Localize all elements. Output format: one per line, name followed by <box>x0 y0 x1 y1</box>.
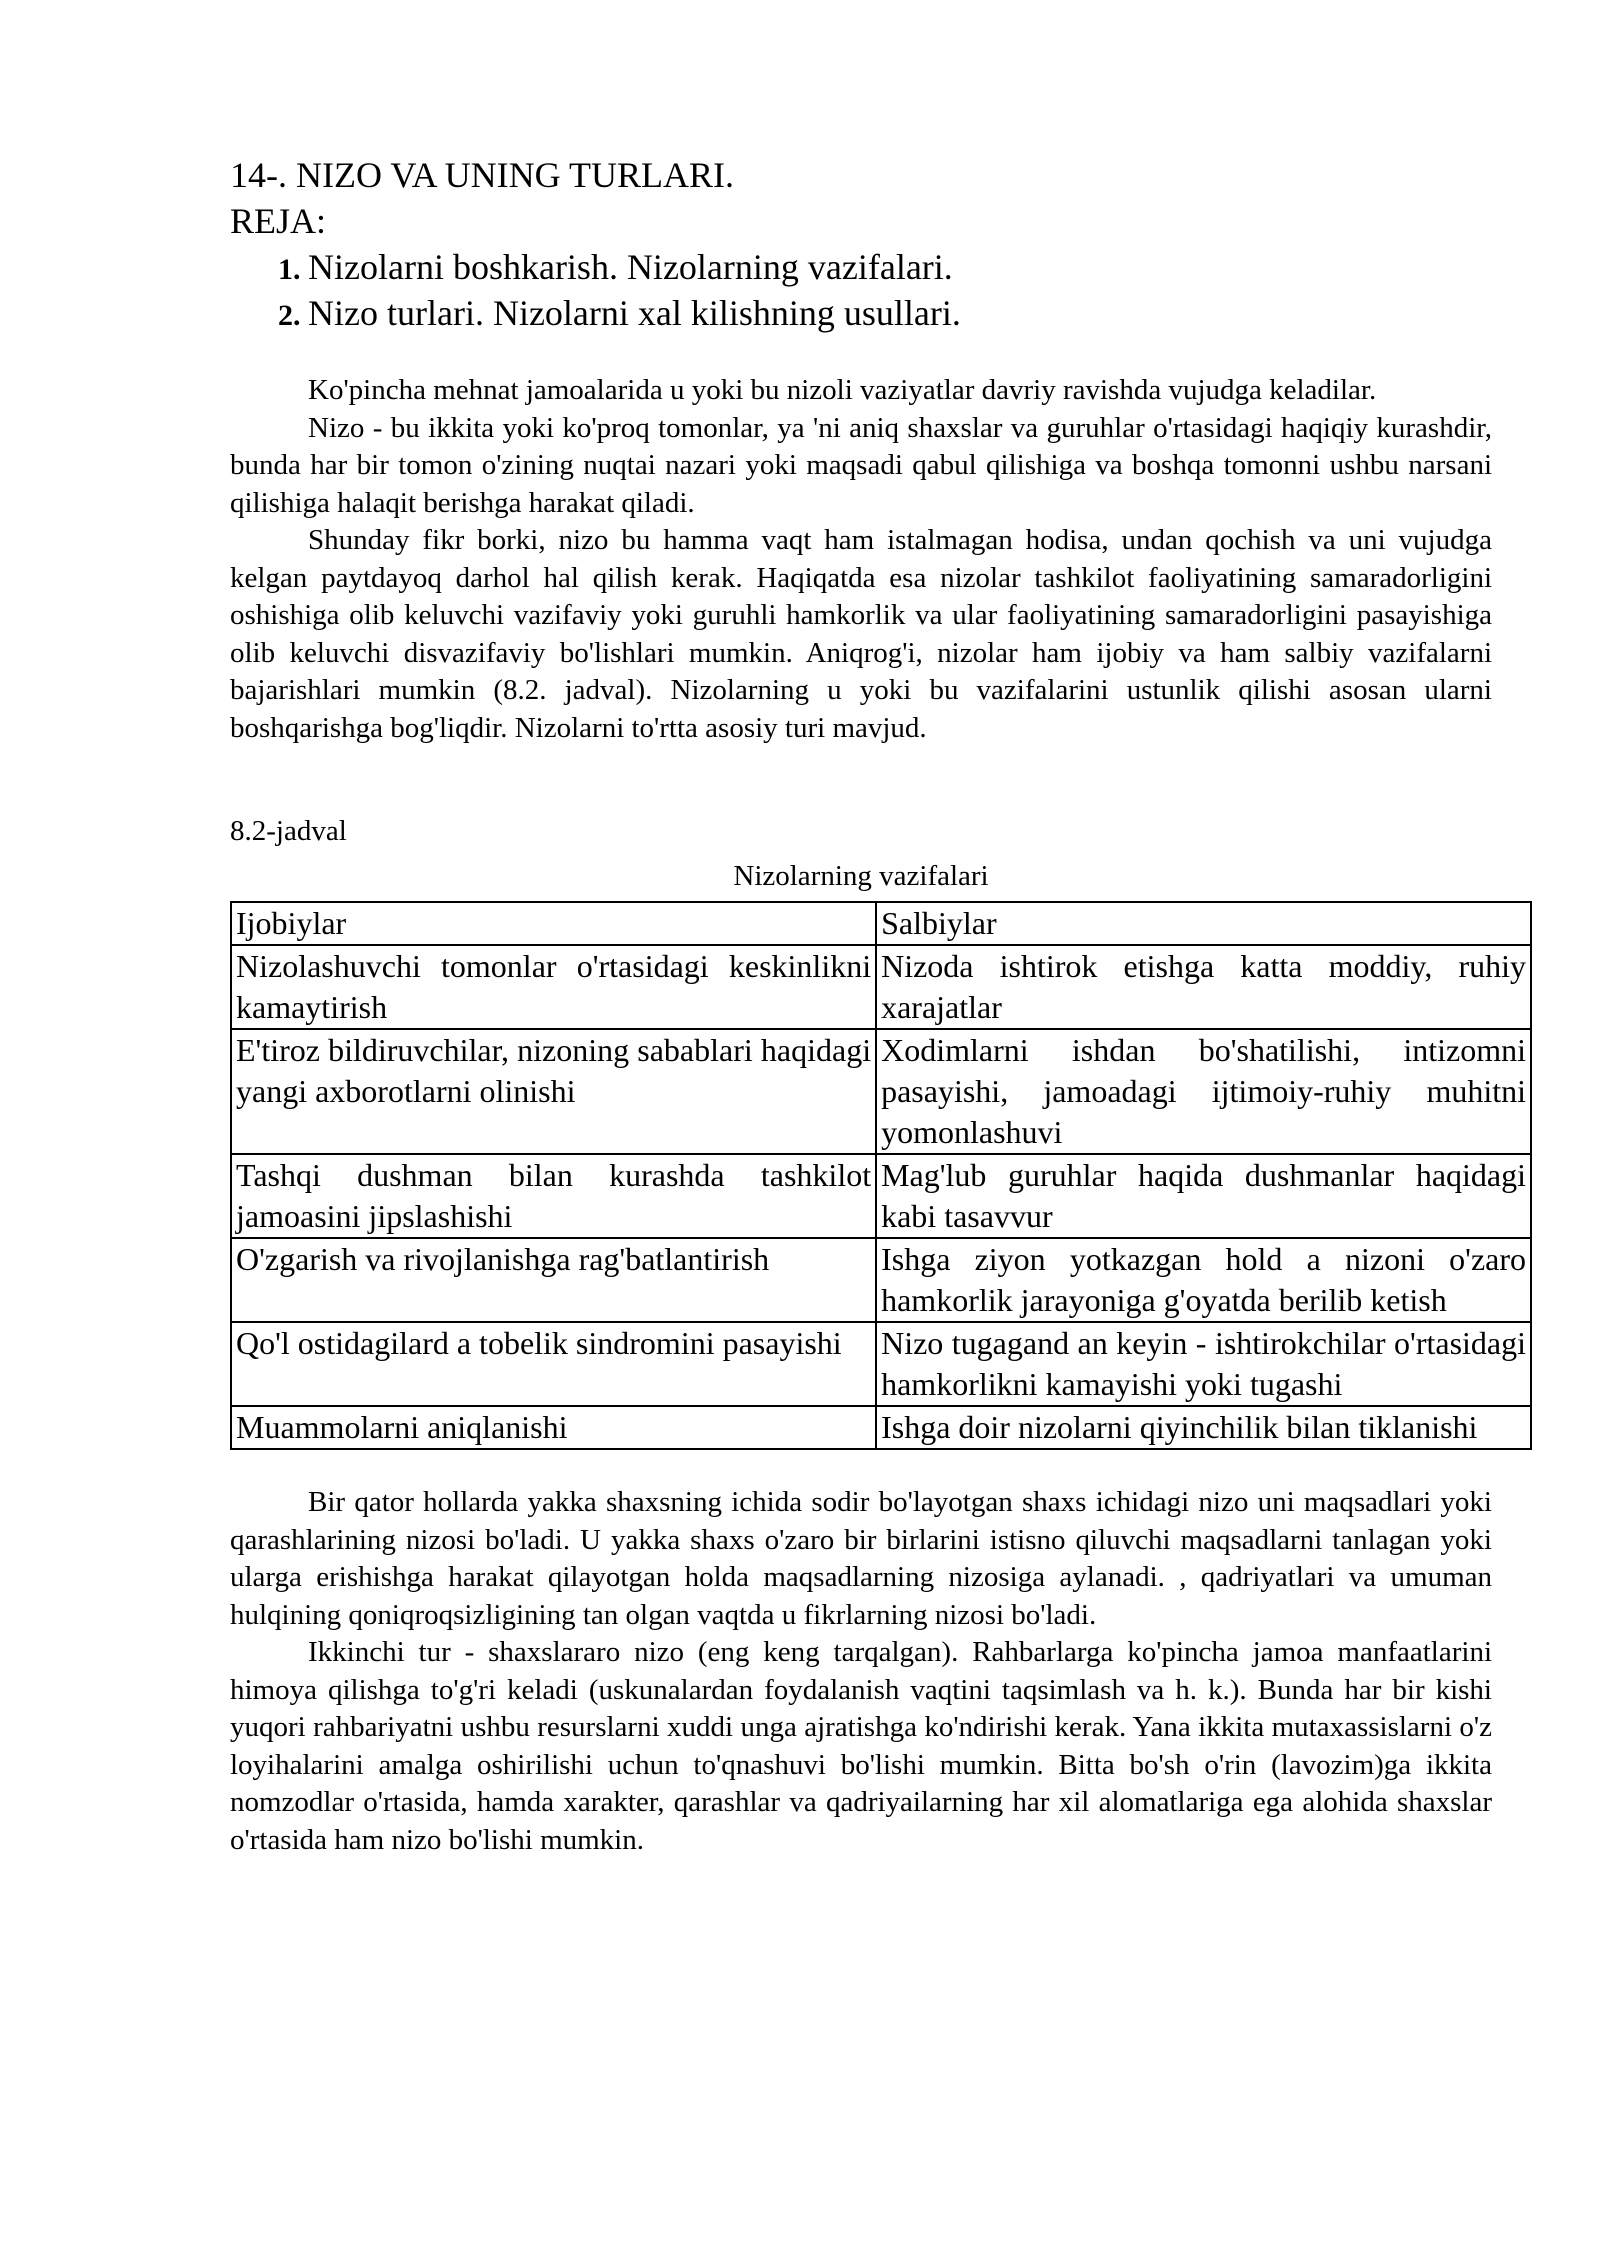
table-cell: Nizolashuvchi tomonlar o'rtasidagi keskinlikni kamaytirish <box>231 945 876 1029</box>
paragraph: Ko'pincha mehnat jamoalarida u yoki bu nizoli vaziyatlar davriy ravishda vujudga keladilar. <box>308 374 1377 406</box>
table-header-cell: Salbiylar <box>876 902 1531 945</box>
functions-table <box>230 901 1532 1450</box>
table-cell: Tashqi dushman bilan kurashda tashkilot jamoasini jipslashishi <box>231 1154 876 1238</box>
table-cell: O'zgarish va rivojlanishga rag'batlantirish <box>231 1238 876 1322</box>
paragraph: Ikkinchi tur - shaxslararo nizo (eng keng tarqalgan). Rahbarlarga ko'pincha jamoa manfaatlarini himoya qilishga to'g'ri keladi (uskunalardan foydalanish vaqtini taqsimlash va h. k.). Bunda har bir kishi yuqori rahbariyatni ushbu resurslarni xuddi unga ajratishga ko'ndirishi kerak. Yana ikkita mutaxassislarni o'z loyihalarini amalga oshirilishi uchun to'qnashuvi bo'lishi mumkin. Bitta bo'sh o'rin (lavozim)ga ikkita nomzodlar o'rtasida, hamda xarakter, qarashlar va qadriyailarning har xil alomatlariga ega alohida shaxslar o'rtasida ham nizo bo'lishi mumkin. <box>230 1636 1492 1856</box>
paragraph: Shunday fikr borki, nizo bu hamma vaqt ham istalmagan hodisa, undan qochish va uni vujudga kelgan paytdayoq darhol hal qilish kerak. Haqiqatda esa nizolar tashkilot faoliyatining samaradorligini oshishiga olib keluvchi vazifaviy yoki guruhli hamkorlik va ular faoliyatining samaradorligini pasayishiga olib keluvchi disvazifaviy bo'lishlari mumkin. Aniqrog'i, nizolar ham ijobiy va ham salbiy vazifalarni bajarishlari mumkin (8.2. jadval). Nizolarning u yoki bu vazifalarini ustunlik qilishi asosan ularni boshqarishga bog'liqdir. Nizolarni to'rtta asosiy turi mavjud. <box>230 524 1492 744</box>
table-row <box>231 1154 1531 1238</box>
table-header-row <box>231 902 1531 945</box>
table-caption-title: Nizolarning vazifalari <box>733 860 989 892</box>
table-cell: Mag'lub guruhlar haqida dushmanlar haqidagi kabi tasavvur <box>876 1154 1531 1238</box>
plan-item: 1. Nizolarni boshkarish. Nizolarning vazifalari. <box>308 244 1492 290</box>
page-title: 14-. NIZO VA UNING TURLARI. <box>230 155 734 195</box>
paragraph: Nizo - bu ikkita yoki ko'proq tomonlar, ya 'ni aniq shaxslar va guruhlar o'rtasidagi haqiqiy kurashdir, bunda har bir tomon o'zining nuqtai nazari yoki maqsadi qabul qilishiga va boshqa tomonni ushbu narsani qilishiga halaqit berishga harakat qiladi. <box>230 411 1492 519</box>
table-cell: Xodimlarni ishdan bo'shatilishi, intizomni pasayishi, jamoadagi ijtimoiy-ruhiy muhitni yomonlashuvi <box>876 1029 1531 1154</box>
table-cell: Qo'l ostidagilard a tobelik sindromini pasayishi <box>231 1322 876 1406</box>
table-header-cell: Ijobiylar <box>231 902 876 945</box>
plan-label: REJA: <box>230 201 327 241</box>
table-cell: Nizo tugagand an keyin - ishtirokchilar o'rtasidagi hamkorlikni kamayishi yoki tugashi <box>876 1322 1531 1406</box>
document-body <box>230 152 1526 1859</box>
table-caption-id: 8.2-jadval <box>230 815 347 847</box>
table-cell: Ishga doir nizolarni qiyinchilik bilan tiklanishi <box>876 1406 1531 1449</box>
plan-item: 2. Nizo turlari. Nizolarni xal kilishning usullari. <box>308 290 1492 336</box>
plan-list <box>230 244 1492 336</box>
table-cell: Muammolarni aniqlanishi <box>231 1406 876 1449</box>
table-row <box>231 1406 1531 1449</box>
table-row <box>231 945 1531 1029</box>
table-row <box>231 1029 1531 1154</box>
table-row <box>231 1322 1531 1406</box>
table-cell: Ishga ziyon yotkazgan hold a nizoni o'zaro hamkorlik jarayoniga g'oyatda berilib ketish <box>876 1238 1531 1322</box>
table-cell: E'tiroz bildiruvchilar, nizoning sabablari haqidagi yangi axborotlarni olinishi <box>231 1029 876 1154</box>
paragraph: Bir qator hollarda yakka shaxsning ichida sodir bo'layotgan shaxs ichidagi nizo uni maqsadlari yoki qarashlarining nizosi bo'ladi. U yakka shaxs o'zaro bir birlarini istisno qiluvchi maqsadlarni tanlagan yoki ularga erishishga harakat qilayotgan holda maqsadlarning nizosiga aylanadi. , qadriyatlari va umuman hulqining qoniqroqsizligining tan olgan vaqtda u fikrlarning nizosi bo'ladi. <box>230 1486 1492 1631</box>
table-row <box>231 1238 1531 1322</box>
table-cell: Nizoda ishtirok etishga katta moddiy, ruhiy xarajatlar <box>876 945 1531 1029</box>
